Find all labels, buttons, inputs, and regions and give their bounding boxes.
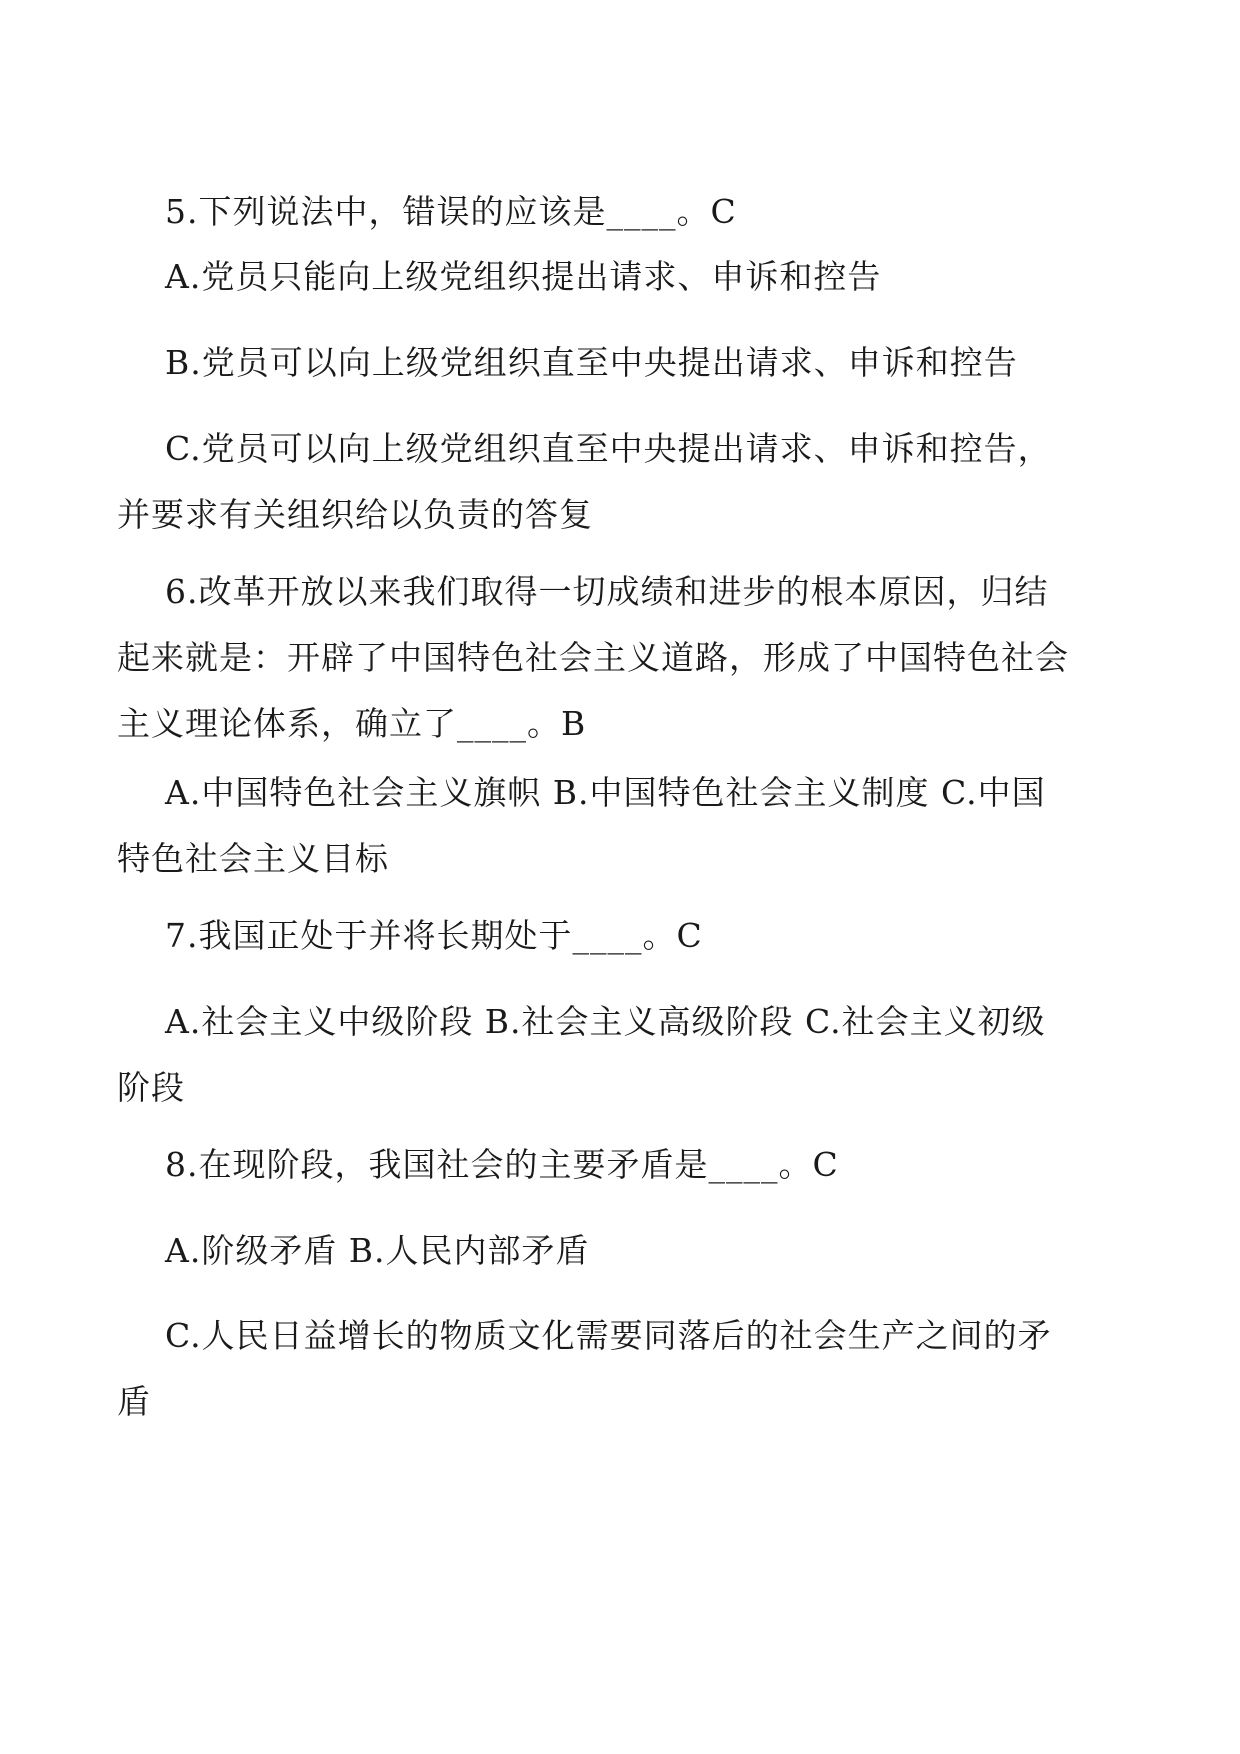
question-5-option-a: A.党员只能向上级党组织提出请求、申诉和控告 (165, 257, 882, 296)
question-8: 8.在现阶段，我国社会的主要矛盾是____。C (165, 1145, 839, 1184)
question-8-options-ab: A.阶级矛盾 B.人民内部矛盾 (165, 1231, 590, 1270)
question-8-option-c: C.人民日益增长的物质文化需要同落后的社会生产之间的矛盾 (117, 1316, 1052, 1421)
question-7-options: A.社会主义中级阶段 B.社会主义高级阶段 C.社会主义初级阶段 (117, 1002, 1046, 1107)
question-6-options: A.中国特色社会主义旗帜 B.中国特色社会主义制度 C.中国特色社会主义目标 (117, 773, 1046, 878)
question-7: 7.我国正处于并将长期处于____。C (165, 916, 703, 955)
question-5-option-b: B.党员可以向上级党组织直至中央提出请求、申诉和控告 (165, 343, 1018, 382)
question-5-option-c: C.党员可以向上级党组织直至中央提出请求、申诉和控告，并要求有关组织给以负责的答复 (117, 429, 1052, 534)
question-5: 5.下列说法中，错误的应该是____。C (165, 192, 737, 231)
question-6: 6.改革开放以来我们取得一切成绩和进步的根本原因，归结起来就是：开辟了中国特色社会主义道路，形成了中国特色社会主义理论体系，确立了____。B (117, 572, 1069, 743)
